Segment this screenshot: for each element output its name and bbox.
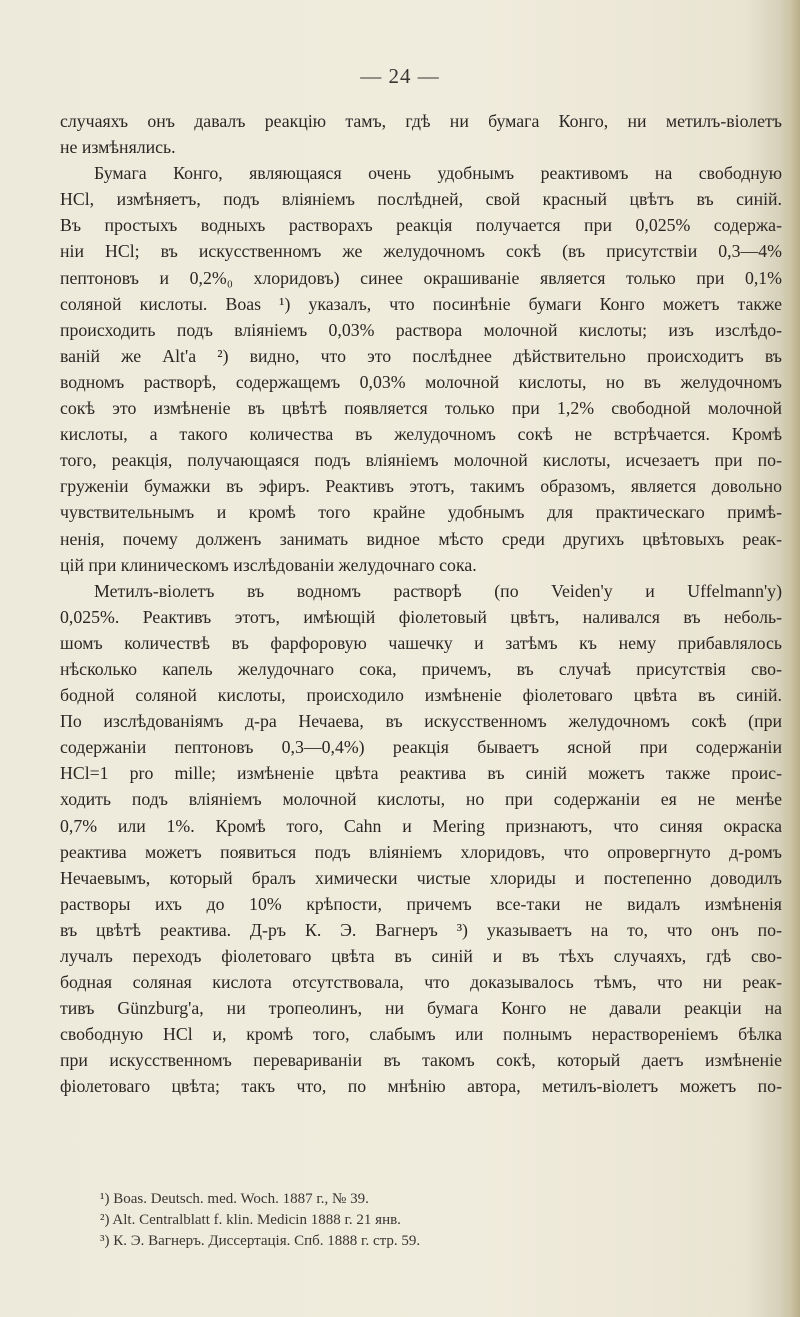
text-line: ненія, почему долженъ занимать видное мѣсто среди другихъ цвѣтовыхъ реак- — [60, 528, 782, 549]
footnote-1: ¹) Boas. Deutsch. med. Woch. 1887 г., № 39. — [100, 1191, 369, 1207]
text-line: шомъ количествѣ въ фарфоровую чашечку и затѣмъ къ нему прибавлялось — [60, 632, 782, 653]
text-line: происходить подъ вліяніемъ 0,03% раствора молочной кислоты; изъ изслѣдо- — [60, 319, 782, 340]
text-line: при искусственномъ перевариваніи въ такомъ сокѣ, который даетъ измѣненіе — [60, 1050, 782, 1071]
text-line: HCl=1 pro mille; измѣненіе цвѣта реактива въ синій можетъ также проис- — [60, 763, 782, 784]
text-line: свободную HCl и, кромѣ того, слабымъ или полнымъ нерастворенiемъ бѣлка — [60, 1024, 782, 1045]
footnotes — [100, 1189, 720, 1252]
text-line: водномъ растворѣ, содержащемъ 0,03% молочной кислоты, но въ желудочномъ — [60, 371, 782, 392]
text-line: 0,025%. Реактивъ этотъ, имѣющій фіолетовый цвѣтъ, наливался въ неболь- — [60, 606, 782, 627]
text-line: соляной кислоты. Boas ¹) указалъ, что посинѣніе бумаги Конго можетъ также — [60, 293, 782, 314]
text-line: кислоты, а такого количества въ желудочномъ сокѣ не встрѣчается. Кромѣ — [60, 424, 782, 445]
page-number: — 24 — — [360, 64, 440, 88]
text-line: бодной соляной кислоты, происходило измѣненіе фіолетоваго цвѣта въ синій. — [60, 685, 782, 706]
text-line: того, реакція, получающаяся подъ вліяніемъ молочной кислоты, исчезаетъ при по- — [60, 450, 782, 471]
text-line: случаяхъ онъ давалъ реакцію тамъ, гдѣ ни бумага Конго, ни метилъ-віолетъ — [60, 111, 782, 131]
text-line: Въ простыхъ водныхъ растворахъ реакція получается при 0,025% содержа- — [60, 215, 782, 236]
text-line: Бумага Конго, являющаяся очень удобнымъ реактивомъ на свободную — [94, 163, 782, 184]
text-line: ходить подъ вліяніемъ молочной кислоты, но при содержаніи ея не менѣе — [60, 789, 782, 810]
text-line: фіолетоваго цвѣта; такъ что, по мнѣнію автора, метилъ-віолетъ можетъ по- — [60, 1076, 782, 1097]
text-line: цій при клиническомъ изслѣдованіи желудочнаго сока. — [60, 554, 477, 575]
text-line: чувствительнымъ и кромѣ того крайне удобнымъ для практическаго примѣ- — [60, 502, 782, 523]
text-line: НСl, измѣняетъ, подъ вліяніемъ послѣдней, свой красный цвѣтъ въ синій. — [60, 189, 782, 210]
text-line: пептоновъ и 0,2%₀ хлоридовъ) синее окрашиваніе является только при 0,1% — [60, 267, 782, 288]
text-line: въ цвѣтѣ реактива. Д-ръ К. Э. Вагнеръ ³) указываетъ на то, что онъ по- — [60, 919, 782, 940]
text-line: Нечаевымъ, который бралъ химически чистые хлориды и постепенно доводилъ — [60, 867, 782, 888]
text-line: растворы ихъ до 10% крѣпости, причемъ все-таки не видалъ измѣненія — [60, 893, 782, 914]
text-line: По изслѣдованіямъ д-ра Нечаева, въ искусственномъ желудочномъ сокѣ (при — [60, 711, 782, 732]
text-line: содержаніи пептоновъ 0,3—0,4%) реакція бываетъ ясной при содержаніи — [60, 737, 782, 758]
text-line: нѣсколько капель желудочнаго сока, причемъ, въ случаѣ присутствія сво- — [60, 658, 782, 679]
page-edge — [782, 0, 800, 1317]
text-line: груженіи бумажки въ эфиръ. Реактивъ этотъ, такимъ образомъ, является довольно — [60, 476, 782, 497]
text-line: не измѣнялись. — [60, 137, 176, 158]
text-line: реактива можетъ появиться подъ вліяніемъ хлоридовъ, что опровергнуто д-ромъ — [60, 841, 782, 862]
footnote-3: ³) К. Э. Вагнеръ. Диссертація. Спб. 1888 г. стр. 59. — [100, 1233, 421, 1249]
text-line: ваній же Alt'а ²) видно, что это послѣднее дѣйствительно происходитъ въ — [60, 345, 782, 366]
text-line: ніи HCl; въ искусственномъ же желудочномъ сокѣ (въ присутствіи 0,3—4% — [60, 241, 782, 262]
text-line: тивъ Günzburg'а, ни тропеолинъ, ни бумага Конго не давали реакціи на — [60, 998, 782, 1019]
text-line: Метилъ-віолетъ въ водномъ растворѣ (по Veiden'у и Uffelmann'у) — [94, 580, 782, 601]
text-line: лучалъ переходъ фіолетоваго цвѣта въ синій и въ тѣхъ случаяхъ, гдѣ сво- — [60, 946, 782, 966]
footnote-2: ²) Alt. Centralblatt f. klin. Medicin 1888 г. 21 янв. — [100, 1212, 401, 1228]
text-line: сокѣ это измѣненіе въ цвѣтѣ появляется только при 1,2% свободной молочной — [60, 398, 782, 419]
text-line: 0,7% или 1%. Кромѣ того, Cahn и Mering признаютъ, что синяя окраска — [60, 815, 782, 836]
text-line: бодная соляная кислота отсутствовала, что доказывалось тѣмъ, что ни реак- — [60, 972, 782, 993]
body-text — [60, 108, 782, 1100]
